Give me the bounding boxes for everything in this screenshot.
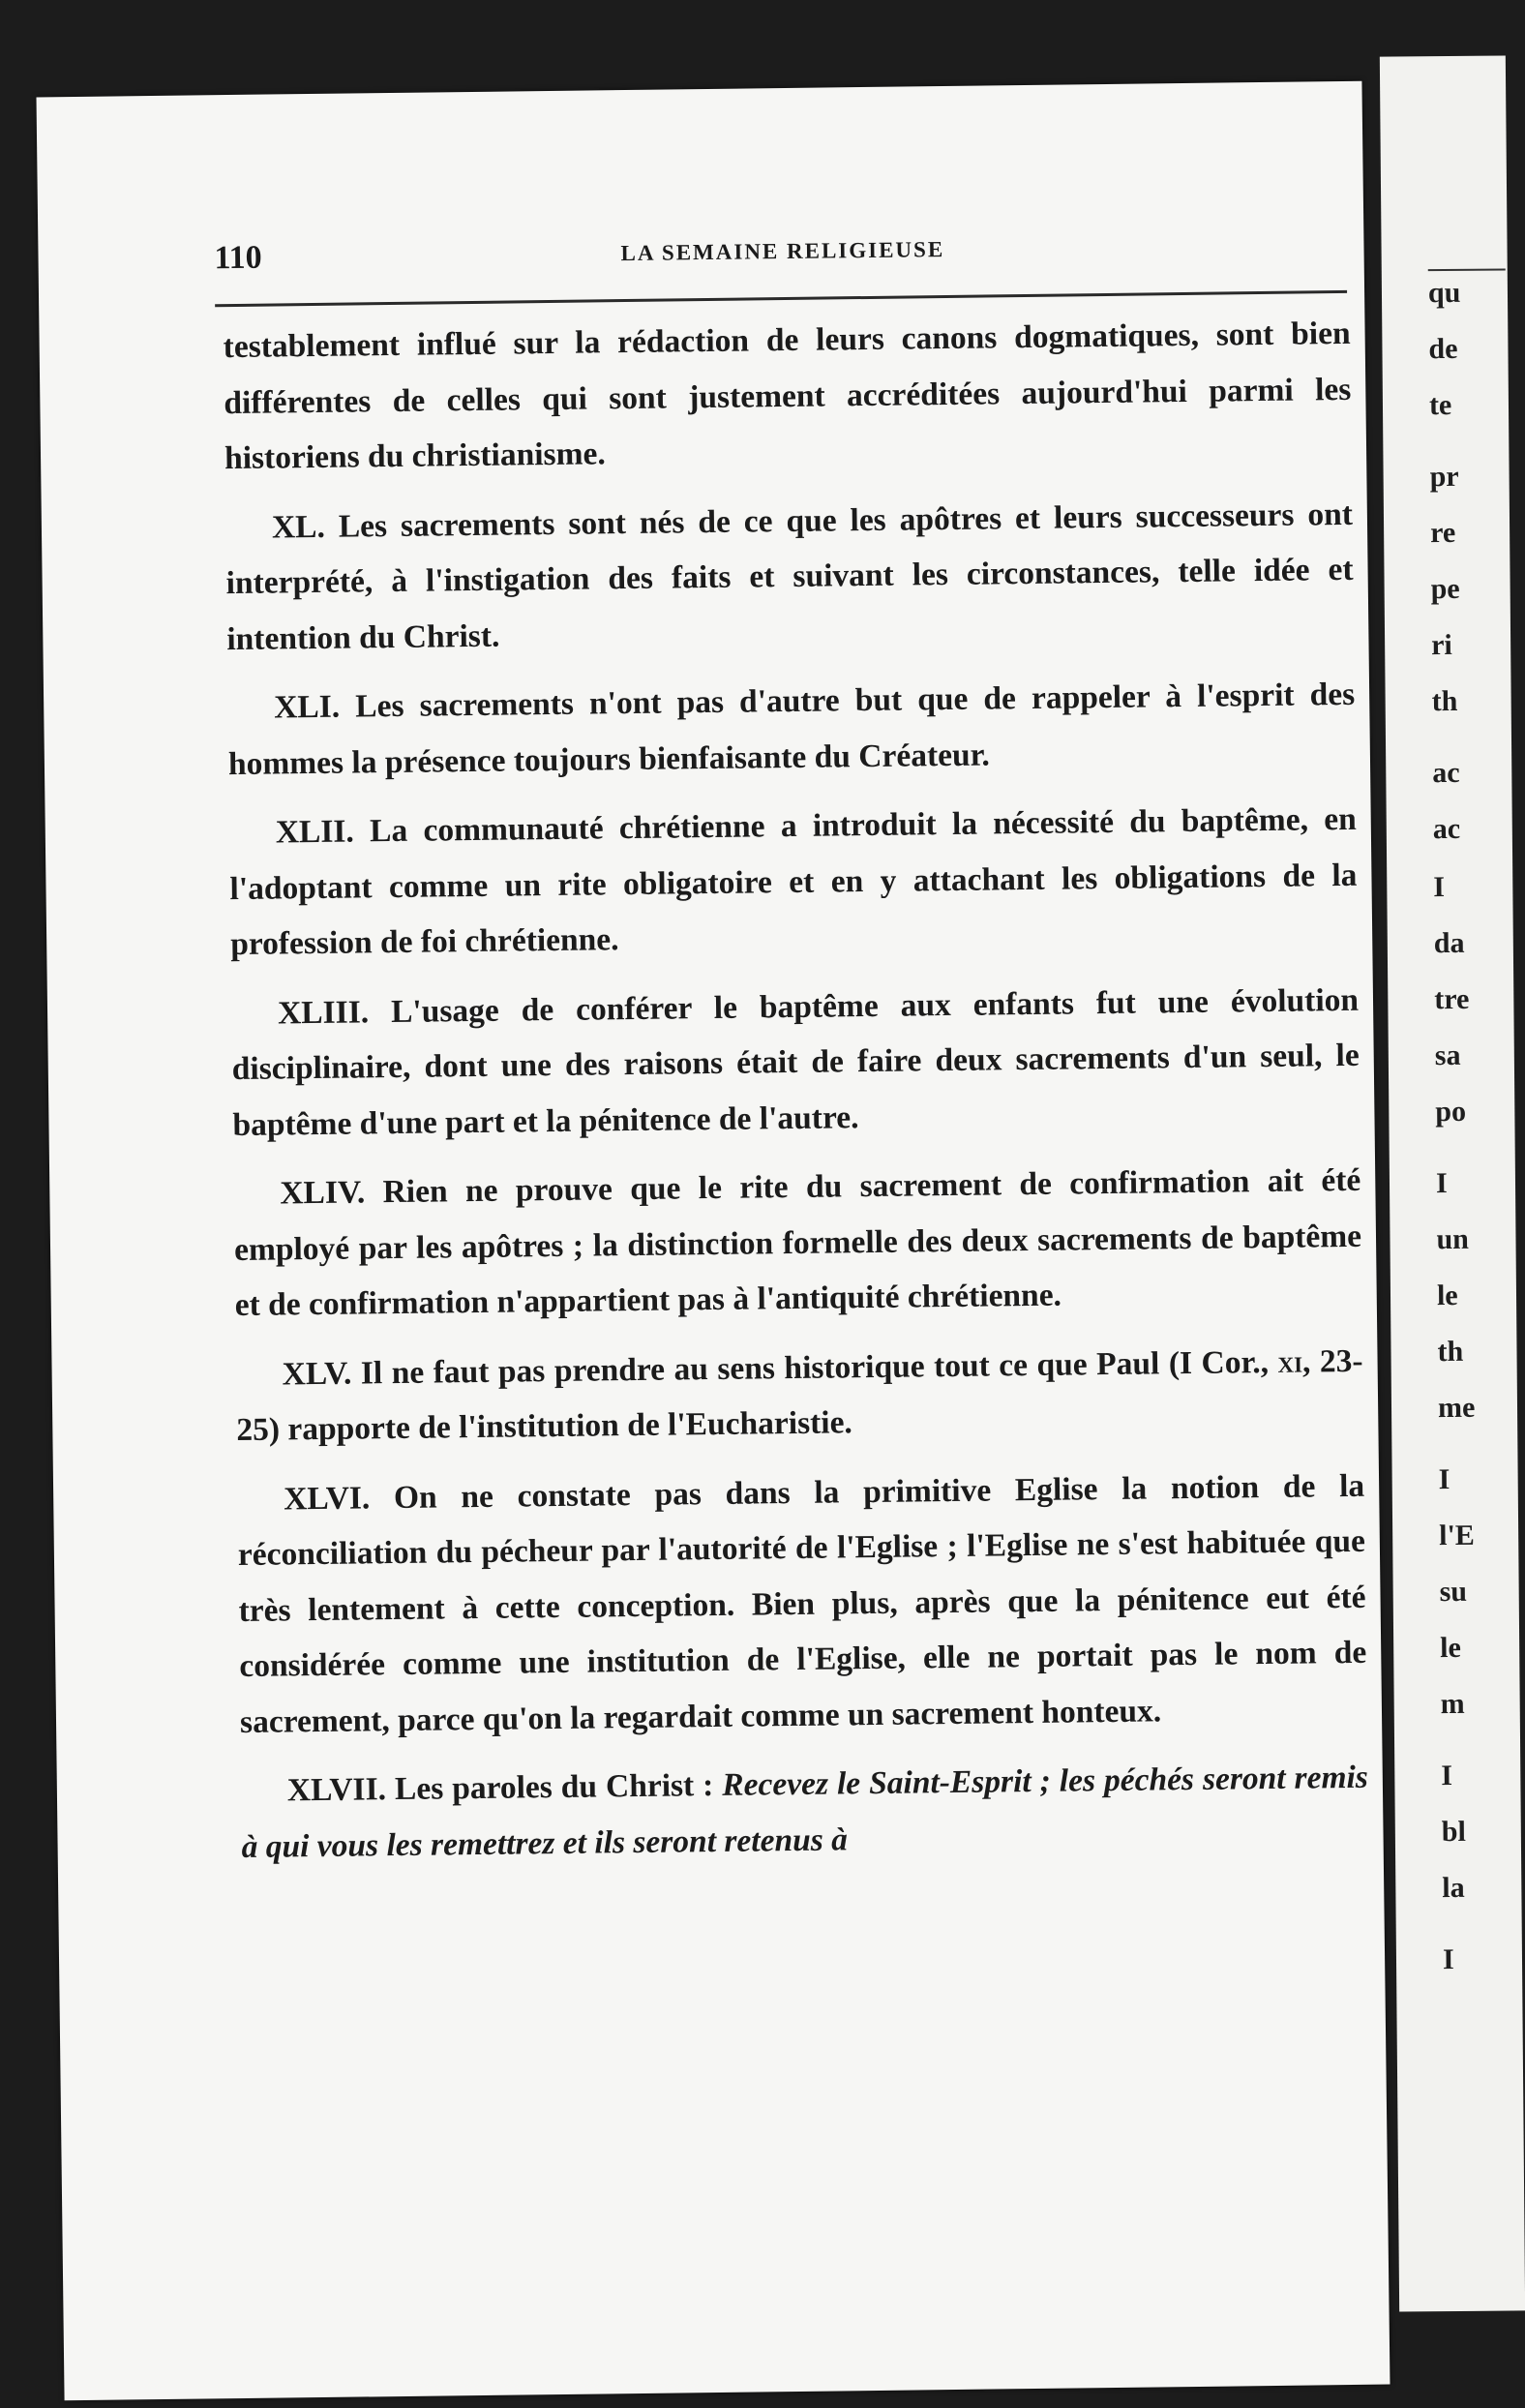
proposition-text: Les sacrements n'ont pas d'autre but que de rappeler à l'esprit des hommes la présence toujours bienfaisante du Créateur.: [227, 676, 1356, 782]
paragraph-continuation: [223, 306, 1352, 487]
adjacent-page-fragment: sa: [1434, 1038, 1461, 1072]
adjacent-page-fragment: pe: [1430, 572, 1460, 606]
adjacent-page-fragment: po: [1435, 1095, 1467, 1129]
adjacent-page-fragment: I: [1433, 871, 1446, 904]
proposition-xlvii: [241, 1750, 1369, 1875]
proposition-xlvi: [237, 1458, 1367, 1750]
adjacent-page-fragment: un: [1436, 1222, 1470, 1256]
adjacent-page-fragment: I: [1442, 1943, 1454, 1976]
proposition-numeral: XLI.: [274, 688, 341, 726]
adjacent-page-fragment: ac: [1432, 812, 1461, 846]
adjacent-page-fragment: ac: [1432, 756, 1460, 790]
proposition-text: Les paroles du Christ :: [394, 1766, 723, 1808]
adjacent-page-fragment: th: [1437, 1335, 1464, 1369]
adjacent-page-fragment: ri: [1431, 628, 1452, 662]
proposition-xliii: [231, 972, 1361, 1153]
proposition-xlii: [228, 792, 1358, 973]
adjacent-page-fragment: re: [1429, 516, 1456, 550]
adjacent-page-fragment: th: [1431, 684, 1458, 718]
proposition-numeral: XLVII.: [286, 1771, 387, 1809]
adjacent-page-fragment: I: [1435, 1167, 1448, 1200]
proposition-text: L'usage de conférer le baptême aux enfants fut une évolution disciplinaire, dont une des raisons était de faire deux sacrements d'un seul, le baptême d'une part et la pénitence de l'autre.: [231, 981, 1360, 1143]
running-head: [214, 226, 1347, 288]
adjacent-page-fragment: de: [1428, 332, 1458, 366]
page-number: 110: [214, 239, 262, 277]
proposition-xliv: [233, 1153, 1362, 1334]
adjacent-page-fragment: la: [1442, 1871, 1465, 1905]
adjacent-page-fragment: I: [1438, 1463, 1450, 1496]
adjacent-page-fragment: le: [1436, 1279, 1458, 1312]
proposition-numeral: XLIII.: [277, 993, 370, 1031]
proposition-numeral: XLV.: [282, 1355, 352, 1392]
proposition-xl: [225, 486, 1355, 667]
adjacent-page-fragment: su: [1439, 1575, 1468, 1609]
adjacent-page-fragment: me: [1437, 1391, 1476, 1425]
running-title: LA SEMAINE RELIGIEUSE: [620, 237, 945, 266]
adjacent-page-fragment: te: [1428, 388, 1452, 422]
adjacent-page-fragment: bl: [1441, 1815, 1467, 1849]
adjacent-page-header-rule: [1428, 268, 1506, 271]
proposition-numeral: XLII.: [275, 813, 355, 851]
adjacent-page-fragment: pr: [1429, 460, 1459, 494]
adjacent-page-fragment: l'E: [1439, 1519, 1476, 1552]
proposition-text: Rien ne prouve que le rite du sacrement de confirmation ait été employé par les apôtres ; la distinction formelle des deux sacrements de baptême et de confirmation n'appartient pas à l'antiquité chrétienne.: [233, 1161, 1362, 1324]
adjacent-page: [1380, 55, 1525, 2311]
adjacent-page-fragment: tre: [1434, 982, 1470, 1016]
proposition-text: On ne constate pas dans la primitive Eglise la notion de la réconciliation du pécheur par l'autorité de l'Eglise ; l'Eglise ne s'est habituée que très lentement à cette conception. Bien plus, après que la pénitence eut été considérée comme une institution de l'Eglise, elle ne portait pas le nom de sacrement, parce qu'on la regardait comme un sacrement honteux.: [237, 1467, 1367, 1740]
paragraph-text: testablement influé sur la rédaction de leurs canons dogmatiques, sont bien différentes de celles qui sont justement accréditées aujourd'hui parmi les historiens du christianisme.: [223, 315, 1352, 477]
adjacent-page-fragment: qu: [1427, 276, 1461, 310]
proposition-numeral: XLVI.: [283, 1479, 371, 1517]
header-rule: [215, 290, 1347, 307]
adjacent-page-fragment: I: [1441, 1760, 1453, 1792]
book-page: [37, 81, 1390, 2401]
proposition-xlv: [235, 1333, 1363, 1458]
scripture-reference: xi: [1277, 1343, 1303, 1380]
proposition-text: , 23-25) rapporte de l'institution de l'Eucharistie.: [236, 1342, 1363, 1449]
proposition-text: Il ne faut pas prendre au sens historique tout ce que Paul (I Cor.,: [360, 1343, 1278, 1391]
proposition-numeral: XLIV.: [280, 1174, 366, 1212]
body-text: [223, 306, 1369, 1875]
adjacent-page-fragment: le: [1440, 1631, 1461, 1665]
proposition-numeral: XL.: [271, 508, 326, 546]
quotation-text: Recevez le Saint-Esprit ; les péchés seront remis à qui vous les remettrez et ils seront retenus à: [241, 1759, 1369, 1865]
proposition-text: Les sacrements sont nés de ce que les apôtres et leurs successeurs ont interprété, à l'instigation des faits et suivant les circonstances, telle idée et intention du Christ.: [225, 496, 1354, 657]
proposition-xli: [227, 667, 1356, 792]
adjacent-page-fragment: m: [1440, 1687, 1465, 1721]
adjacent-page-fragment: da: [1433, 926, 1465, 960]
proposition-text: La communauté chrétienne a introduit la nécessité du baptême, en l'adoptant comme un rite obligatoire et en y attachant les obligations de la profession de foi chrétienne.: [229, 800, 1358, 963]
